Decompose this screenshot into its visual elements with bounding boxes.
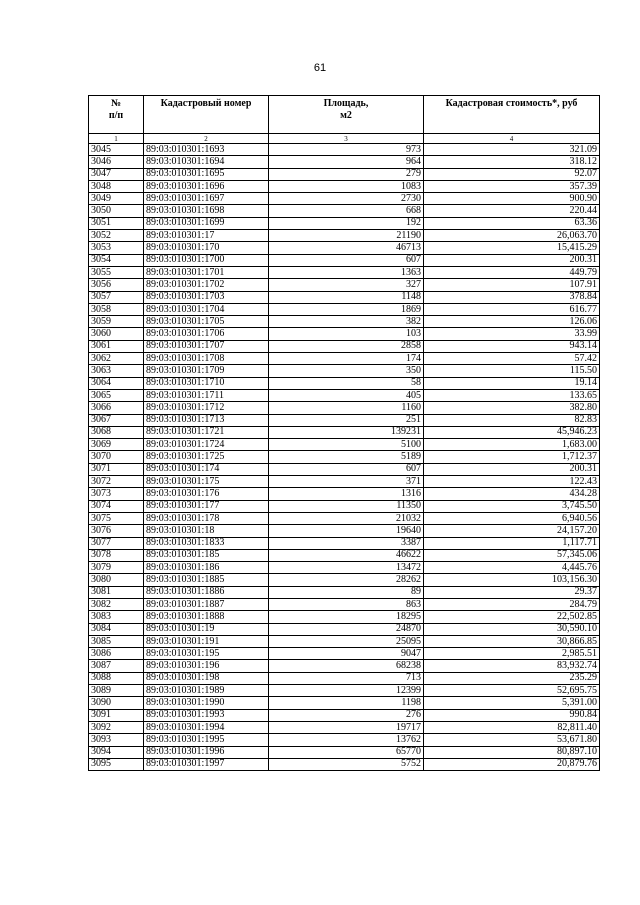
cell-cadastral-value: 616.77	[424, 303, 600, 315]
cell-cadastral-value: 434.28	[424, 488, 600, 500]
cell-row-number: 3055	[89, 266, 144, 278]
cell-row-number: 3046	[89, 156, 144, 168]
cell-area: 68238	[269, 660, 424, 672]
cell-cadastral-number: 89:03:010301:1700	[144, 254, 269, 266]
cell-cadastral-value: 80,897.10	[424, 746, 600, 758]
cell-cadastral-number: 89:03:010301:1703	[144, 291, 269, 303]
cell-cadastral-value: 220.44	[424, 205, 600, 217]
cell-cadastral-number: 89:03:010301:17	[144, 230, 269, 242]
cell-row-number: 3095	[89, 758, 144, 770]
cell-cadastral-number: 89:03:010301:1711	[144, 389, 269, 401]
table-row	[89, 709, 600, 721]
table-row	[89, 328, 600, 340]
cell-cadastral-number: 89:03:010301:186	[144, 562, 269, 574]
cell-cadastral-value: 115.50	[424, 365, 600, 377]
cell-area: 21190	[269, 230, 424, 242]
cell-cadastral-number: 89:03:010301:178	[144, 512, 269, 524]
cell-row-number: 3073	[89, 488, 144, 500]
cell-area: 65770	[269, 746, 424, 758]
cell-cadastral-value: 943.14	[424, 340, 600, 352]
column-number-row	[89, 134, 600, 144]
cell-area: 973	[269, 144, 424, 156]
cell-cadastral-value: 26,063.70	[424, 230, 600, 242]
cell-area: 1869	[269, 303, 424, 315]
table-row	[89, 635, 600, 647]
table-row	[89, 525, 600, 537]
cell-cadastral-value: 4,445.76	[424, 562, 600, 574]
cell-row-number: 3048	[89, 180, 144, 192]
cell-cadastral-number: 89:03:010301:175	[144, 476, 269, 488]
cell-cadastral-value: 990.84	[424, 709, 600, 721]
cell-area: 89	[269, 586, 424, 598]
cell-row-number: 3082	[89, 598, 144, 610]
cell-cadastral-value: 45,946.23	[424, 426, 600, 438]
cell-row-number: 3084	[89, 623, 144, 635]
cell-row-number: 3080	[89, 574, 144, 586]
cell-cadastral-value: 2,985.51	[424, 648, 600, 660]
cell-cadastral-value: 6,940.56	[424, 512, 600, 524]
cell-row-number: 3086	[89, 648, 144, 660]
table-row	[89, 598, 600, 610]
cell-area: 2858	[269, 340, 424, 352]
cell-cadastral-value: 15,415.29	[424, 242, 600, 254]
cell-area: 139231	[269, 426, 424, 438]
table-row	[89, 266, 600, 278]
cell-area: 276	[269, 709, 424, 721]
cell-area: 46622	[269, 549, 424, 561]
cell-cadastral-number: 89:03:010301:1710	[144, 377, 269, 389]
table-row	[89, 254, 600, 266]
cell-area: 18295	[269, 611, 424, 623]
cell-area: 174	[269, 353, 424, 365]
table-row	[89, 611, 600, 623]
cell-cadastral-value: 82,811.40	[424, 721, 600, 733]
cell-area: 19717	[269, 721, 424, 733]
table-row	[89, 451, 600, 463]
cell-row-number: 3068	[89, 426, 144, 438]
cell-cadastral-value: 92.07	[424, 168, 600, 180]
table-row	[89, 377, 600, 389]
cell-cadastral-value: 19.14	[424, 377, 600, 389]
cell-cadastral-number: 89:03:010301:1704	[144, 303, 269, 315]
cell-area: 11350	[269, 500, 424, 512]
cell-cadastral-number: 89:03:010301:1996	[144, 746, 269, 758]
table-row	[89, 439, 600, 451]
cell-cadastral-value: 53,671.80	[424, 734, 600, 746]
cell-row-number: 3045	[89, 144, 144, 156]
cell-area: 13472	[269, 562, 424, 574]
cell-cadastral-number: 89:03:010301:1693	[144, 144, 269, 156]
table-row	[89, 648, 600, 660]
table-row	[89, 156, 600, 168]
cell-area: 5189	[269, 451, 424, 463]
table-row	[89, 205, 600, 217]
cadastral-table	[88, 95, 600, 771]
cell-row-number: 3069	[89, 439, 144, 451]
cell-row-number: 3094	[89, 746, 144, 758]
cell-area: 1160	[269, 402, 424, 414]
cell-cadastral-value: 357.39	[424, 180, 600, 192]
cell-row-number: 3060	[89, 328, 144, 340]
cell-cadastral-number: 89:03:010301:1833	[144, 537, 269, 549]
cell-area: 405	[269, 389, 424, 401]
cell-cadastral-number: 89:03:010301:170	[144, 242, 269, 254]
table-row	[89, 562, 600, 574]
cell-area: 103	[269, 328, 424, 340]
cell-row-number: 3052	[89, 230, 144, 242]
table-row	[89, 242, 600, 254]
cell-cadastral-number: 89:03:010301:1724	[144, 439, 269, 451]
table-row	[89, 291, 600, 303]
cell-cadastral-value: 82.83	[424, 414, 600, 426]
cell-cadastral-value: 107.91	[424, 279, 600, 291]
cell-area: 5100	[269, 439, 424, 451]
cell-cadastral-number: 89:03:010301:1888	[144, 611, 269, 623]
cell-cadastral-number: 89:03:010301:1696	[144, 180, 269, 192]
cell-cadastral-number: 89:03:010301:195	[144, 648, 269, 660]
cell-cadastral-value: 30,590.10	[424, 623, 600, 635]
cell-cadastral-value: 30,866.85	[424, 635, 600, 647]
table-row	[89, 402, 600, 414]
cell-cadastral-value: 382.80	[424, 402, 600, 414]
cell-cadastral-value: 29.37	[424, 586, 600, 598]
cell-area: 964	[269, 156, 424, 168]
cell-row-number: 3047	[89, 168, 144, 180]
cell-cadastral-number: 89:03:010301:1701	[144, 266, 269, 278]
table-row	[89, 586, 600, 598]
cell-cadastral-number: 89:03:010301:1699	[144, 217, 269, 229]
cell-cadastral-number: 89:03:010301:1705	[144, 316, 269, 328]
cell-cadastral-value: 126.06	[424, 316, 600, 328]
cell-area: 192	[269, 217, 424, 229]
cell-row-number: 3090	[89, 697, 144, 709]
table-row	[89, 426, 600, 438]
cell-cadastral-number: 89:03:010301:1989	[144, 685, 269, 697]
header-number: № п/п	[89, 96, 144, 134]
cell-area: 24870	[269, 623, 424, 635]
cell-cadastral-value: 52,695.75	[424, 685, 600, 697]
cell-row-number: 3089	[89, 685, 144, 697]
cell-cadastral-number: 89:03:010301:198	[144, 672, 269, 684]
table-row	[89, 144, 600, 156]
cell-cadastral-number: 89:03:010301:1990	[144, 697, 269, 709]
cell-row-number: 3074	[89, 500, 144, 512]
cell-cadastral-value: 449.79	[424, 266, 600, 278]
cell-row-number: 3051	[89, 217, 144, 229]
cell-cadastral-number: 89:03:010301:1707	[144, 340, 269, 352]
table-row	[89, 574, 600, 586]
table-row	[89, 500, 600, 512]
cell-row-number: 3053	[89, 242, 144, 254]
cell-area: 668	[269, 205, 424, 217]
cell-row-number: 3088	[89, 672, 144, 684]
cell-cadastral-number: 89:03:010301:176	[144, 488, 269, 500]
cell-cadastral-number: 89:03:010301:1708	[144, 353, 269, 365]
table-row	[89, 660, 600, 672]
cell-area: 1316	[269, 488, 424, 500]
table-row	[89, 697, 600, 709]
cell-row-number: 3072	[89, 476, 144, 488]
cell-row-number: 3057	[89, 291, 144, 303]
table-row	[89, 168, 600, 180]
cell-area: 13762	[269, 734, 424, 746]
cell-area: 1083	[269, 180, 424, 192]
cell-cadastral-value: 57,345.06	[424, 549, 600, 561]
cell-cadastral-value: 1,683.00	[424, 439, 600, 451]
cell-cadastral-number: 89:03:010301:19	[144, 623, 269, 635]
cell-row-number: 3056	[89, 279, 144, 291]
cell-row-number: 3049	[89, 193, 144, 205]
cell-area: 9047	[269, 648, 424, 660]
cell-row-number: 3066	[89, 402, 144, 414]
cell-row-number: 3076	[89, 525, 144, 537]
cell-row-number: 3087	[89, 660, 144, 672]
cell-cadastral-value: 33.99	[424, 328, 600, 340]
cell-area: 1148	[269, 291, 424, 303]
cell-row-number: 3059	[89, 316, 144, 328]
header-cadastral-value: Кадастровая стоимость*, руб	[424, 96, 600, 134]
cell-cadastral-value: 20,879.76	[424, 758, 600, 770]
table-row	[89, 279, 600, 291]
cell-area: 3387	[269, 537, 424, 549]
table-row	[89, 180, 600, 192]
table-row	[89, 537, 600, 549]
cell-area: 28262	[269, 574, 424, 586]
cell-cadastral-value: 284.79	[424, 598, 600, 610]
cell-cadastral-number: 89:03:010301:1887	[144, 598, 269, 610]
cell-cadastral-number: 89:03:010301:1697	[144, 193, 269, 205]
table-body	[89, 144, 600, 771]
cell-cadastral-value: 5,391.00	[424, 697, 600, 709]
header-area: Площадь, м2	[269, 96, 424, 134]
table-header-row	[89, 96, 600, 134]
cell-row-number: 3085	[89, 635, 144, 647]
table-row	[89, 685, 600, 697]
table-row	[89, 389, 600, 401]
cell-row-number: 3081	[89, 586, 144, 598]
table-row	[89, 549, 600, 561]
cell-area: 19640	[269, 525, 424, 537]
cell-cadastral-number: 89:03:010301:174	[144, 463, 269, 475]
cell-area: 21032	[269, 512, 424, 524]
cell-area: 5752	[269, 758, 424, 770]
cell-row-number: 3093	[89, 734, 144, 746]
cell-cadastral-value: 83,932.74	[424, 660, 600, 672]
cell-cadastral-number: 89:03:010301:1702	[144, 279, 269, 291]
cell-cadastral-number: 89:03:010301:1886	[144, 586, 269, 598]
cell-cadastral-number: 89:03:010301:1698	[144, 205, 269, 217]
table-row	[89, 512, 600, 524]
cell-cadastral-number: 89:03:010301:191	[144, 635, 269, 647]
cell-row-number: 3063	[89, 365, 144, 377]
cell-row-number: 3078	[89, 549, 144, 561]
cell-area: 12399	[269, 685, 424, 697]
table-row	[89, 303, 600, 315]
cell-cadastral-value: 103,156.30	[424, 574, 600, 586]
cell-cadastral-value: 122.43	[424, 476, 600, 488]
column-number: 4	[424, 134, 600, 144]
table-row	[89, 746, 600, 758]
cell-area: 251	[269, 414, 424, 426]
cell-area: 607	[269, 254, 424, 266]
table-row	[89, 365, 600, 377]
table-row	[89, 463, 600, 475]
cell-cadastral-number: 89:03:010301:177	[144, 500, 269, 512]
cell-area: 382	[269, 316, 424, 328]
column-number: 1	[89, 134, 144, 144]
cell-cadastral-number: 89:03:010301:1709	[144, 365, 269, 377]
table-row	[89, 623, 600, 635]
cell-cadastral-value: 200.31	[424, 463, 600, 475]
table-row	[89, 340, 600, 352]
cell-cadastral-value: 378.84	[424, 291, 600, 303]
cell-area: 1363	[269, 266, 424, 278]
cell-area: 371	[269, 476, 424, 488]
cell-cadastral-value: 24,157.20	[424, 525, 600, 537]
cell-area: 2730	[269, 193, 424, 205]
cell-area: 713	[269, 672, 424, 684]
table-row	[89, 316, 600, 328]
cell-cadastral-number: 89:03:010301:1997	[144, 758, 269, 770]
cell-row-number: 3071	[89, 463, 144, 475]
cell-cadastral-number: 89:03:010301:1713	[144, 414, 269, 426]
cell-row-number: 3075	[89, 512, 144, 524]
table-row	[89, 353, 600, 365]
cell-cadastral-value: 57.42	[424, 353, 600, 365]
cell-cadastral-number: 89:03:010301:196	[144, 660, 269, 672]
page-number: 61	[313, 62, 327, 74]
cell-row-number: 3070	[89, 451, 144, 463]
table-row	[89, 488, 600, 500]
table-row	[89, 414, 600, 426]
cell-cadastral-value: 200.31	[424, 254, 600, 266]
cell-row-number: 3054	[89, 254, 144, 266]
cell-cadastral-value: 63.36	[424, 217, 600, 229]
cell-row-number: 3065	[89, 389, 144, 401]
cell-cadastral-value: 22,502.85	[424, 611, 600, 623]
cell-cadastral-number: 89:03:010301:1885	[144, 574, 269, 586]
cell-row-number: 3058	[89, 303, 144, 315]
cell-row-number: 3091	[89, 709, 144, 721]
table-row	[89, 734, 600, 746]
cell-area: 607	[269, 463, 424, 475]
table-row	[89, 758, 600, 770]
cell-cadastral-value: 318.12	[424, 156, 600, 168]
cell-row-number: 3077	[89, 537, 144, 549]
table-row	[89, 672, 600, 684]
table-row	[89, 217, 600, 229]
cell-area: 279	[269, 168, 424, 180]
cell-row-number: 3092	[89, 721, 144, 733]
cell-area: 863	[269, 598, 424, 610]
cell-cadastral-value: 1,712.37	[424, 451, 600, 463]
cell-cadastral-value: 3,745.50	[424, 500, 600, 512]
cell-cadastral-number: 89:03:010301:1694	[144, 156, 269, 168]
cell-row-number: 3079	[89, 562, 144, 574]
cell-area: 350	[269, 365, 424, 377]
column-number: 2	[144, 134, 269, 144]
table-row	[89, 476, 600, 488]
table-row	[89, 193, 600, 205]
cell-cadastral-number: 89:03:010301:1725	[144, 451, 269, 463]
cell-row-number: 3062	[89, 353, 144, 365]
cell-cadastral-number: 89:03:010301:1706	[144, 328, 269, 340]
cell-row-number: 3064	[89, 377, 144, 389]
cell-area: 46713	[269, 242, 424, 254]
cell-cadastral-value: 133.65	[424, 389, 600, 401]
cell-area: 327	[269, 279, 424, 291]
cell-cadastral-number: 89:03:010301:1721	[144, 426, 269, 438]
cell-row-number: 3067	[89, 414, 144, 426]
table-row	[89, 721, 600, 733]
cell-cadastral-number: 89:03:010301:1993	[144, 709, 269, 721]
cell-cadastral-value: 1,117.71	[424, 537, 600, 549]
cell-cadastral-number: 89:03:010301:1712	[144, 402, 269, 414]
cell-cadastral-number: 89:03:010301:18	[144, 525, 269, 537]
column-number: 3	[269, 134, 424, 144]
cell-row-number: 3061	[89, 340, 144, 352]
cell-cadastral-value: 321.09	[424, 144, 600, 156]
cell-cadastral-number: 89:03:010301:185	[144, 549, 269, 561]
header-cadastral-number: Кадастровый номер	[144, 96, 269, 134]
cell-cadastral-value: 900.90	[424, 193, 600, 205]
cell-row-number: 3050	[89, 205, 144, 217]
cell-area: 1198	[269, 697, 424, 709]
cell-cadastral-value: 235.29	[424, 672, 600, 684]
cell-cadastral-number: 89:03:010301:1695	[144, 168, 269, 180]
cell-cadastral-number: 89:03:010301:1994	[144, 721, 269, 733]
table-row	[89, 230, 600, 242]
cell-area: 25095	[269, 635, 424, 647]
cell-cadastral-number: 89:03:010301:1995	[144, 734, 269, 746]
cell-row-number: 3083	[89, 611, 144, 623]
cell-area: 58	[269, 377, 424, 389]
